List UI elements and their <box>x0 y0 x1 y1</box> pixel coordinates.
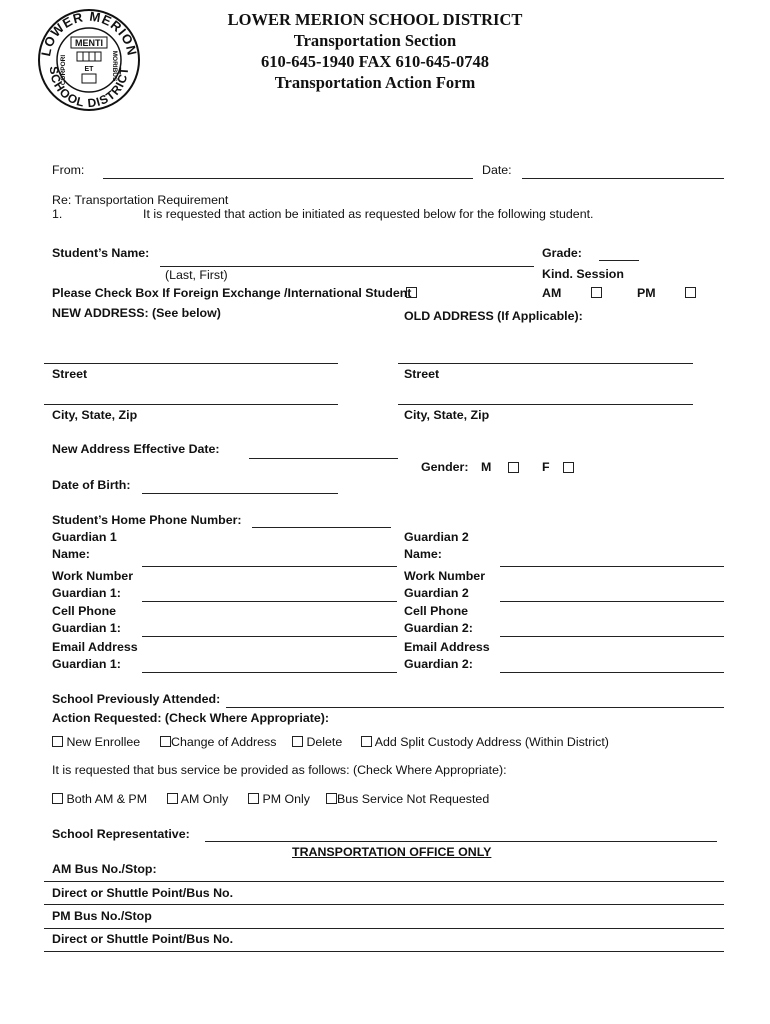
svg-text:CORPORI: CORPORI <box>60 54 67 86</box>
g1-email-label-2: Guardian 1: <box>52 657 121 671</box>
checkbox-icon[interactable] <box>160 736 171 747</box>
g2-name-label-1: Guardian 2 <box>404 530 469 544</box>
g1-email-field[interactable] <box>142 672 397 673</box>
pm-bus-field[interactable] <box>44 928 724 929</box>
g1-name-label-1: Guardian 1 <box>52 530 117 544</box>
foreign-exchange-label: Please Check Box If Foreign Exchange /International Student <box>52 286 412 300</box>
g2-cell-label-1: Cell Phone <box>404 604 469 618</box>
am-label: AM <box>542 286 562 300</box>
student-name-label: Student’s Name: <box>52 246 150 260</box>
from-label: From: <box>52 163 85 177</box>
bus-request-text: It is requested that bus service be provided as follows: (Check Where Appropriate): <box>52 763 507 777</box>
home-phone-field[interactable] <box>252 527 391 528</box>
home-phone-label: Student’s Home Phone Number: <box>52 513 242 527</box>
old-address-label: OLD ADDRESS (If Applicable): <box>404 309 583 323</box>
checkbox-icon[interactable] <box>326 793 337 804</box>
new-street-field[interactable] <box>44 363 338 364</box>
g2-work-label-1: Work Number <box>404 569 486 583</box>
section-name: Transportation Section <box>293 31 457 50</box>
checkbox-icon[interactable] <box>248 793 259 804</box>
school-rep-label: School Representative: <box>52 827 190 841</box>
re-line: Re: Transportation Requirement <box>52 193 229 207</box>
am-shuttle-field[interactable] <box>44 904 724 905</box>
grade-field[interactable] <box>599 260 639 261</box>
g1-cell-label-1: Cell Phone <box>52 604 117 618</box>
option-change-address[interactable] <box>160 735 276 749</box>
bus-option-both-label: Both AM & PM <box>66 792 148 806</box>
new-city-field[interactable] <box>44 404 338 405</box>
new-city-label: City, State, Zip <box>52 408 138 422</box>
school-rep-field[interactable] <box>205 841 717 842</box>
bus-option-none-label: Bus Service Not Requested <box>337 792 490 806</box>
effective-date-field[interactable] <box>249 458 398 459</box>
old-street-field[interactable] <box>398 363 693 364</box>
date-label: Date: <box>482 163 512 177</box>
gender-f-label: F <box>542 460 550 474</box>
am-bus-label: AM Bus No./Stop: <box>52 862 157 876</box>
old-city-label: City, State, Zip <box>404 408 490 422</box>
checkbox-icon[interactable] <box>292 736 303 747</box>
checkbox-icon[interactable] <box>167 793 178 804</box>
gender-label: Gender: <box>421 460 469 474</box>
g2-email-label-2: Guardian 2: <box>404 657 473 671</box>
option-delete-label: Delete <box>306 735 343 749</box>
gender-m-checkbox[interactable] <box>508 462 519 473</box>
effective-date-label: New Address Effective Date: <box>52 442 220 456</box>
school-prev-label: School Previously Attended: <box>52 692 221 706</box>
svg-text:ET: ET <box>84 66 94 73</box>
dob-field[interactable] <box>142 493 338 494</box>
svg-text:MENTI: MENTI <box>75 38 103 48</box>
bus-option-pm[interactable] <box>248 792 310 806</box>
re-number: 1. <box>52 207 63 221</box>
re-text: It is requested that action be initiated as requested below for the following student. <box>143 207 594 221</box>
gender-f-checkbox[interactable] <box>563 462 574 473</box>
district-name: LOWER MERION SCHOOL DISTRICT <box>227 10 523 29</box>
svg-text:LOWER MERION: LOWER MERION <box>38 8 140 58</box>
gender-m-label: M <box>481 460 492 474</box>
g2-cell-field[interactable] <box>500 636 724 637</box>
form-title: Transportation Action Form <box>274 73 476 92</box>
option-split-custody-label: Add Split Custody Address (Within District) <box>374 735 609 749</box>
g2-work-field[interactable] <box>500 601 724 602</box>
g2-cell-label-2: Guardian 2: <box>404 621 473 635</box>
g1-email-label-1: Email Address <box>52 640 138 654</box>
am-bus-field[interactable] <box>44 881 724 882</box>
foreign-exchange-checkbox[interactable] <box>406 287 417 298</box>
pm-label: PM <box>637 286 656 300</box>
g2-name-label-2: Name: <box>404 547 442 561</box>
g2-email-field[interactable] <box>500 672 724 673</box>
g2-work-label-2: Guardian 2 <box>404 586 469 600</box>
student-name-hint: (Last, First) <box>165 268 228 282</box>
grade-label: Grade: <box>542 246 582 260</box>
old-street-label: Street <box>404 367 440 381</box>
am-shuttle-label: Direct or Shuttle Point/Bus No. <box>52 886 234 900</box>
new-address-label: NEW ADDRESS: (See below) <box>52 306 221 320</box>
school-prev-field[interactable] <box>226 707 724 708</box>
seal-graphic <box>37 8 141 112</box>
pm-bus-label: PM Bus No./Stop <box>52 909 152 923</box>
g1-work-label-1: Work Number <box>52 569 134 583</box>
checkbox-icon[interactable] <box>52 793 63 804</box>
option-new-enrollee-label: New Enrollee <box>66 735 141 749</box>
checkbox-icon[interactable] <box>361 736 372 747</box>
g1-cell-label-2: Guardian 1: <box>52 621 121 635</box>
g1-name-label-2: Name: <box>52 547 90 561</box>
g1-name-field[interactable] <box>142 566 397 567</box>
bus-option-am-label: AM Only <box>180 792 229 806</box>
new-street-label: Street <box>52 367 88 381</box>
dob-label: Date of Birth: <box>52 478 131 492</box>
phone-fax: 610-645-1940 FAX 610-645-0748 <box>261 52 489 71</box>
am-checkbox[interactable] <box>591 287 602 298</box>
option-change-address-label: Change of Address <box>171 735 277 749</box>
g1-work-field[interactable] <box>142 601 397 602</box>
old-city-field[interactable] <box>398 404 693 405</box>
date-field[interactable] <box>522 178 724 179</box>
option-split-custody[interactable] <box>361 735 609 749</box>
g2-email-label-1: Email Address <box>404 640 490 654</box>
office-only-title: TRANSPORTATION OFFICE ONLY <box>292 845 492 859</box>
district-seal <box>37 8 141 112</box>
option-new-enrollee[interactable] <box>52 735 140 749</box>
kind-session-label: Kind. Session <box>542 267 624 281</box>
bus-option-pm-label: PM Only <box>262 792 310 806</box>
pm-shuttle-field[interactable] <box>44 951 724 952</box>
svg-text:SCHOOL DISTRICT: SCHOOL DISTRICT <box>46 65 132 111</box>
student-name-field[interactable] <box>160 266 534 267</box>
svg-text:MORIBUS: MORIBUS <box>111 50 118 82</box>
bus-option-both[interactable] <box>52 792 147 806</box>
pm-checkbox[interactable] <box>685 287 696 298</box>
g2-name-field[interactable] <box>500 566 724 567</box>
g1-work-label-2: Guardian 1: <box>52 586 121 600</box>
checkbox-icon[interactable] <box>52 736 63 747</box>
bus-option-none[interactable] <box>326 792 489 806</box>
from-field[interactable] <box>103 178 473 179</box>
pm-shuttle-label: Direct or Shuttle Point/Bus No. <box>52 932 234 946</box>
action-requested-label: Action Requested: (Check Where Appropriate): <box>52 711 329 725</box>
option-delete[interactable] <box>292 735 342 749</box>
g1-cell-field[interactable] <box>142 636 397 637</box>
bus-option-am[interactable] <box>167 792 228 806</box>
